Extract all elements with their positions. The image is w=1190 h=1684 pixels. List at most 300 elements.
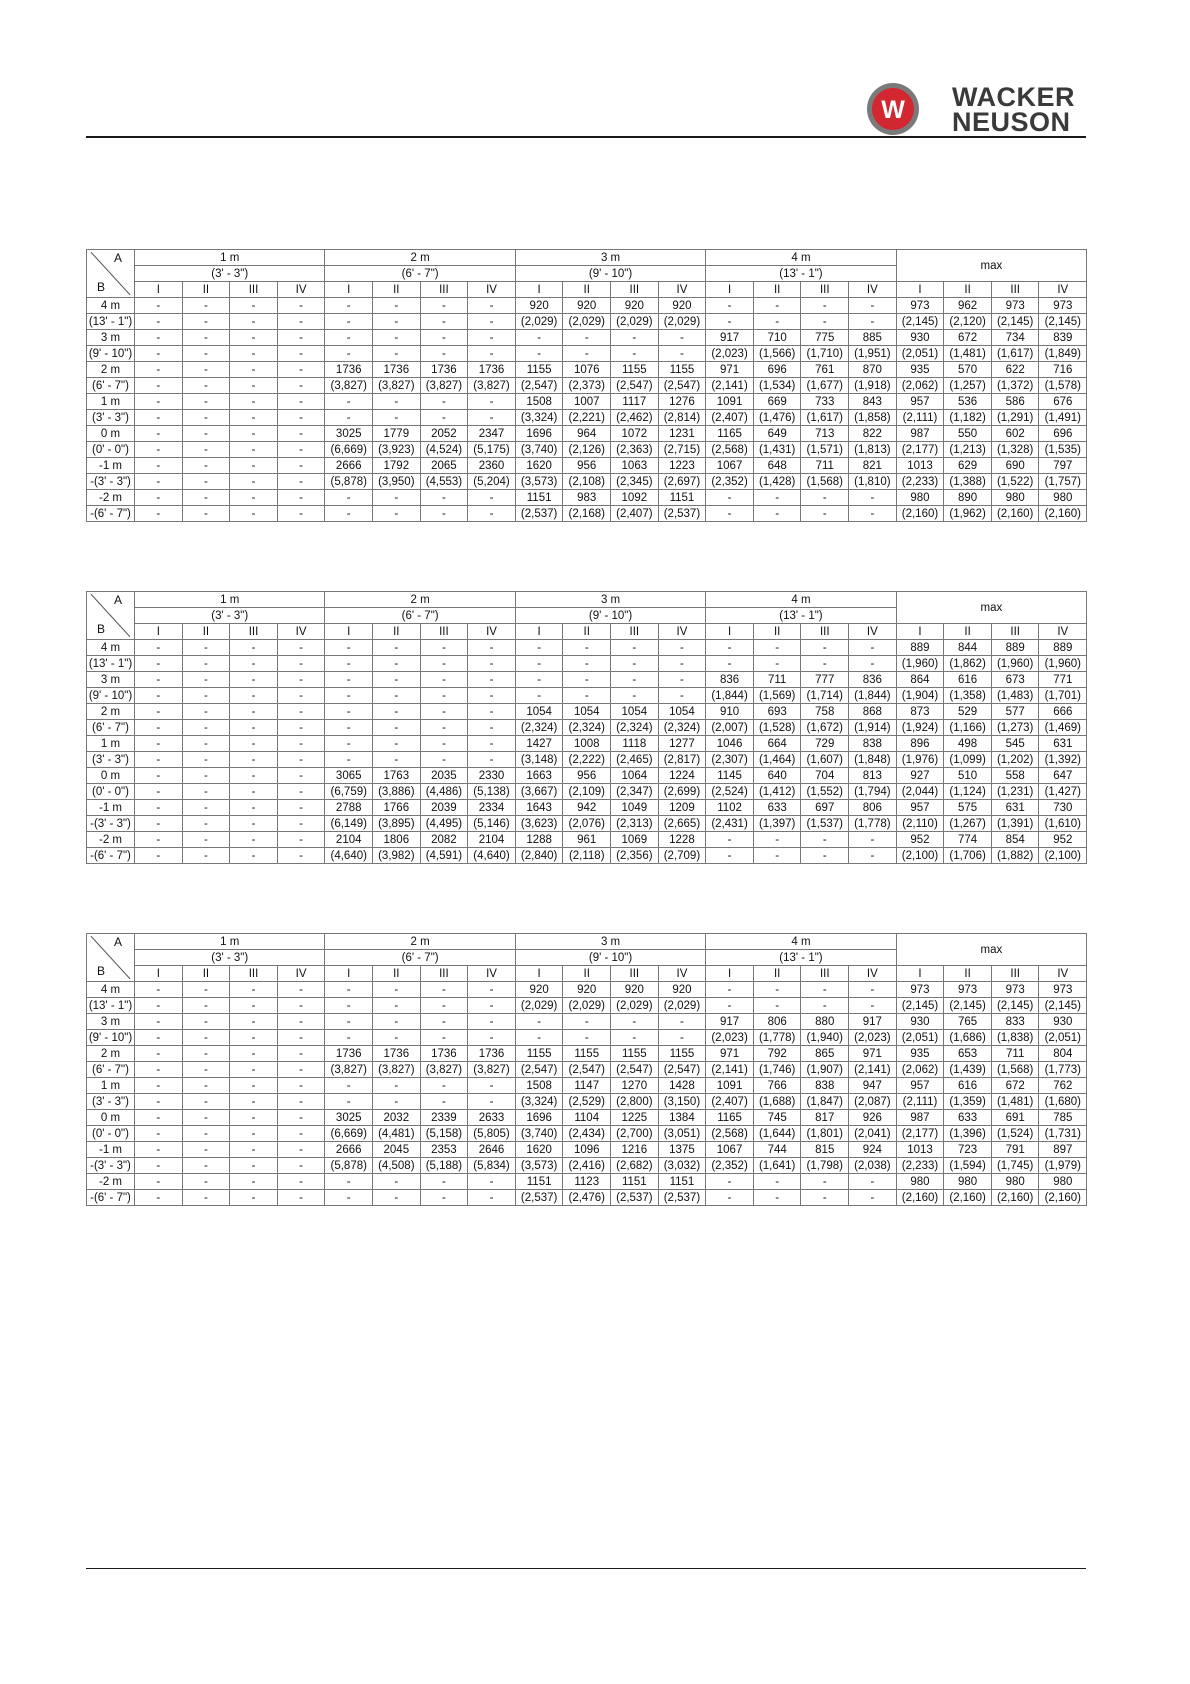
load-value-cell: - [277, 1110, 325, 1126]
load-value-cell: 1013 [896, 1142, 944, 1158]
table-row [87, 816, 1087, 832]
load-value-cell: (1,798) [801, 1158, 849, 1174]
row-height-label: 4 m [87, 640, 135, 656]
subcolumn-header: II [563, 966, 611, 982]
load-value-cell: - [182, 298, 230, 314]
load-value-cell: 1384 [658, 1110, 706, 1126]
load-value-cell: - [706, 832, 754, 848]
load-value-cell: - [277, 704, 325, 720]
load-value-cell: 498 [944, 736, 992, 752]
load-value-cell: - [325, 330, 373, 346]
load-value-cell: 733 [801, 394, 849, 410]
load-value-cell: (1,714) [801, 688, 849, 704]
distance-header-imperial: (3' - 3") [135, 266, 325, 282]
distance-header-imperial: (13' - 1") [706, 266, 896, 282]
load-value-cell: - [230, 640, 278, 656]
load-value-cell: - [182, 378, 230, 394]
load-value-cell: (1,701) [1039, 688, 1087, 704]
load-value-cell: - [135, 736, 183, 752]
load-value-cell: - [468, 410, 516, 426]
distance-header: 1 m [135, 592, 325, 608]
row-height-label: (6' - 7") [87, 720, 135, 736]
load-value-cell: - [325, 410, 373, 426]
distance-header-imperial: (3' - 3") [135, 608, 325, 624]
table-row [87, 752, 1087, 768]
load-value-cell: 1277 [658, 736, 706, 752]
load-value-cell: - [182, 490, 230, 506]
load-value-cell: - [753, 506, 801, 522]
load-value-cell: 926 [849, 1110, 897, 1126]
load-value-cell: 729 [801, 736, 849, 752]
load-value-cell: 785 [1039, 1110, 1087, 1126]
load-value-cell: 2082 [420, 832, 468, 848]
load-value-cell: - [182, 1110, 230, 1126]
load-value-cell: (2,120) [944, 314, 992, 330]
load-value-cell: - [325, 490, 373, 506]
load-value-cell: 616 [944, 1078, 992, 1094]
load-value-cell: 1091 [706, 1078, 754, 1094]
load-value-cell: (2,431) [706, 816, 754, 832]
corner-label-b: B [97, 280, 106, 294]
load-value-cell: - [325, 688, 373, 704]
load-value-cell: 711 [753, 672, 801, 688]
load-value-cell: - [611, 1014, 659, 1030]
load-value-cell: - [468, 752, 516, 768]
load-value-cell: (3,573) [515, 474, 563, 490]
load-value-cell: (1,688) [753, 1094, 801, 1110]
table-row [87, 656, 1087, 672]
load-value-cell: - [753, 298, 801, 314]
load-value-cell: - [182, 800, 230, 816]
load-value-cell: 973 [944, 982, 992, 998]
load-value-cell: 1620 [515, 458, 563, 474]
load-value-cell: (1,372) [991, 378, 1039, 394]
load-value-cell: 3025 [325, 426, 373, 442]
load-value-cell: - [182, 410, 230, 426]
load-value-cell: - [420, 656, 468, 672]
distance-header-imperial: (9' - 10") [515, 950, 705, 966]
load-value-cell: - [182, 1030, 230, 1046]
load-value-cell: 622 [991, 362, 1039, 378]
load-value-cell: - [849, 982, 897, 998]
load-value-cell: - [230, 314, 278, 330]
load-value-cell: - [468, 314, 516, 330]
load-value-cell: 917 [706, 1014, 754, 1030]
load-value-cell: (1,960) [991, 656, 1039, 672]
subcolumn-header: II [373, 282, 421, 298]
load-value-cell: - [420, 640, 468, 656]
load-value-cell: 792 [753, 1046, 801, 1062]
load-value-cell: (1,838) [991, 1030, 1039, 1046]
load-value-cell: - [277, 394, 325, 410]
load-value-cell: 952 [896, 832, 944, 848]
load-value-cell: 1145 [706, 768, 754, 784]
load-value-cell: (4,640) [325, 848, 373, 864]
load-value-cell: (4,495) [420, 816, 468, 832]
brand-name-line1: WACKER [952, 82, 1075, 112]
subcolumn-header: II [944, 282, 992, 298]
load-value-cell: - [277, 800, 325, 816]
load-value-cell: (2,044) [896, 784, 944, 800]
load-value-cell: 1736 [468, 362, 516, 378]
load-value-cell: 545 [991, 736, 1039, 752]
load-value-cell: 983 [563, 490, 611, 506]
load-value-cell: 920 [611, 982, 659, 998]
load-value-cell: - [420, 506, 468, 522]
row-height-label: (3' - 3") [87, 752, 135, 768]
load-value-cell: (3,827) [420, 1062, 468, 1078]
load-value-cell: (2,363) [611, 442, 659, 458]
load-value-cell: 1375 [658, 1142, 706, 1158]
load-value-cell: (6,759) [325, 784, 373, 800]
load-value-cell: 2065 [420, 458, 468, 474]
table-row [87, 688, 1087, 704]
load-value-cell: (1,801) [801, 1126, 849, 1142]
load-value-cell: 973 [896, 298, 944, 314]
load-value-cell: 1209 [658, 800, 706, 816]
load-value-cell: 854 [991, 832, 1039, 848]
load-value-cell: (1,962) [944, 506, 992, 522]
load-value-cell: (2,476) [563, 1190, 611, 1206]
distance-header-imperial: (6' - 7") [325, 608, 515, 624]
load-value-cell: - [373, 506, 421, 522]
load-value-cell: - [373, 298, 421, 314]
load-value-cell: 1779 [373, 426, 421, 442]
load-value-cell: - [801, 982, 849, 998]
subcolumn-header: III [420, 282, 468, 298]
load-value-cell: 1225 [611, 1110, 659, 1126]
load-value-cell: (2,023) [849, 1030, 897, 1046]
distance-header: 1 m [135, 934, 325, 950]
load-value-cell: (2,373) [563, 378, 611, 394]
subcolumn-header: III [991, 624, 1039, 640]
load-value-cell: 697 [801, 800, 849, 816]
load-value-cell: (1,359) [944, 1094, 992, 1110]
table-row [87, 298, 1087, 314]
load-value-cell: - [182, 736, 230, 752]
load-value-cell: - [325, 1014, 373, 1030]
row-height-label: (9' - 10") [87, 1030, 135, 1046]
load-value-cell: - [277, 688, 325, 704]
load-value-cell: - [230, 474, 278, 490]
load-value-cell: 838 [849, 736, 897, 752]
load-value-cell: 1155 [515, 1046, 563, 1062]
load-value-cell: - [230, 704, 278, 720]
load-value-cell: - [182, 1094, 230, 1110]
load-value-cell: - [230, 1014, 278, 1030]
subcolumn-header: II [182, 966, 230, 982]
load-value-cell: - [277, 720, 325, 736]
load-value-cell: (1,773) [1039, 1062, 1087, 1078]
load-value-cell: 1155 [563, 1046, 611, 1062]
load-value-cell: 744 [753, 1142, 801, 1158]
load-value-cell: 766 [753, 1078, 801, 1094]
load-value-cell: - [563, 640, 611, 656]
load-value-cell: - [373, 982, 421, 998]
load-value-cell: (3,827) [325, 378, 373, 394]
load-value-cell: (1,412) [753, 784, 801, 800]
load-value-cell: - [468, 672, 516, 688]
subcolumn-header: I [706, 624, 754, 640]
load-value-cell: - [230, 426, 278, 442]
load-value-cell: 1427 [515, 736, 563, 752]
load-value-cell: - [849, 656, 897, 672]
load-value-cell: - [373, 1078, 421, 1094]
load-value-cell: 1147 [563, 1078, 611, 1094]
load-value-cell: (2,007) [706, 720, 754, 736]
load-value-cell: (2,324) [658, 720, 706, 736]
load-value-cell: - [325, 298, 373, 314]
load-value-cell: - [182, 394, 230, 410]
load-value-cell: - [801, 506, 849, 522]
load-value-cell: (3,827) [325, 1062, 373, 1078]
load-value-cell: (2,840) [515, 848, 563, 864]
load-value-cell: - [182, 426, 230, 442]
load-value-cell: - [420, 736, 468, 752]
table-row [87, 410, 1087, 426]
load-value-cell: 633 [944, 1110, 992, 1126]
load-value-cell: (2,697) [658, 474, 706, 490]
row-height-label: 4 m [87, 982, 135, 998]
subcolumn-header: II [944, 624, 992, 640]
load-value-cell: (2,547) [658, 378, 706, 394]
row-height-label: 0 m [87, 1110, 135, 1126]
load-value-cell: - [182, 442, 230, 458]
load-value-cell: (2,407) [611, 506, 659, 522]
load-value-cell: (1,391) [991, 816, 1039, 832]
load-value-cell: - [420, 314, 468, 330]
load-value-cell: - [515, 1014, 563, 1030]
load-value-cell: - [230, 330, 278, 346]
load-value-cell: - [325, 1190, 373, 1206]
subcolumn-header: II [373, 966, 421, 982]
load-value-cell: (1,607) [801, 752, 849, 768]
load-value-cell: (2,324) [563, 720, 611, 736]
load-value-cell: - [325, 672, 373, 688]
load-value-cell: 676 [1039, 394, 1087, 410]
load-value-cell: (2,568) [706, 442, 754, 458]
load-value-cell: 1049 [611, 800, 659, 816]
load-value-cell: - [753, 832, 801, 848]
load-value-cell: 1151 [515, 1174, 563, 1190]
load-value-cell: - [420, 394, 468, 410]
load-value-cell: 920 [658, 982, 706, 998]
load-value-cell: (3,827) [373, 378, 421, 394]
load-value-cell: - [373, 346, 421, 362]
subcolumn-header: III [611, 282, 659, 298]
load-value-cell: - [230, 1030, 278, 1046]
wacker-neuson-w-icon [866, 82, 920, 136]
load-value-cell: 868 [849, 704, 897, 720]
subcolumn-header: III [611, 624, 659, 640]
load-value-cell: - [182, 1174, 230, 1190]
load-value-cell: (2,126) [563, 442, 611, 458]
load-value-cell: 2039 [420, 800, 468, 816]
table-row [87, 1030, 1087, 1046]
load-value-cell: - [182, 1078, 230, 1094]
load-value-cell: 897 [1039, 1142, 1087, 1158]
load-value-cell: - [658, 640, 706, 656]
load-value-cell: (1,483) [991, 688, 1039, 704]
load-value-cell: - [230, 1078, 278, 1094]
distance-header: 4 m [706, 592, 896, 608]
load-value-cell: (2,547) [611, 1062, 659, 1078]
load-value-cell: - [277, 490, 325, 506]
load-value-cell: - [468, 736, 516, 752]
load-value-cell: (5,138) [468, 784, 516, 800]
load-value-cell: - [849, 314, 897, 330]
load-value-cell: - [182, 998, 230, 1014]
subcolumn-header: III [611, 966, 659, 982]
load-value-cell: 1696 [515, 1110, 563, 1126]
load-value-cell: 745 [753, 1110, 801, 1126]
load-value-cell: - [230, 378, 278, 394]
load-value-cell: - [373, 1094, 421, 1110]
load-value-cell: - [277, 330, 325, 346]
load-value-cell: - [753, 998, 801, 1014]
load-value-cell: (1,427) [1039, 784, 1087, 800]
load-value-cell: - [277, 314, 325, 330]
load-value-cell: 924 [849, 1142, 897, 1158]
distance-header-imperial: (6' - 7") [325, 266, 515, 282]
load-value-cell: - [135, 816, 183, 832]
load-value-cell: - [182, 1190, 230, 1206]
table-row [87, 346, 1087, 362]
subcolumn-header: II [373, 624, 421, 640]
table-row [87, 1062, 1087, 1078]
load-value-cell: 1102 [706, 800, 754, 816]
load-value-cell: 1046 [706, 736, 754, 752]
load-value-cell: 550 [944, 426, 992, 442]
table-row [87, 1014, 1087, 1030]
load-value-cell: 1228 [658, 832, 706, 848]
load-value-cell: 987 [896, 1110, 944, 1126]
load-value-cell: - [468, 720, 516, 736]
load-value-cell: (1,491) [1039, 410, 1087, 426]
load-value-cell: - [658, 672, 706, 688]
table-row [87, 720, 1087, 736]
load-value-cell: (2,023) [706, 346, 754, 362]
distance-header: 3 m [515, 250, 705, 266]
load-value-cell: 640 [753, 768, 801, 784]
load-value-cell: - [420, 752, 468, 768]
load-value-cell: (2,051) [896, 1030, 944, 1046]
load-value-cell: 666 [1039, 704, 1087, 720]
load-value-cell: 649 [753, 426, 801, 442]
load-value-cell: (1,537) [801, 816, 849, 832]
load-value-cell: - [420, 1014, 468, 1030]
load-value-cell: 920 [563, 982, 611, 998]
load-value-cell: - [135, 832, 183, 848]
corner-label-a: A [113, 251, 122, 265]
load-value-cell: 1151 [658, 490, 706, 506]
distance-header: 2 m [325, 934, 515, 950]
load-value-cell: - [230, 1094, 278, 1110]
load-value-cell: 775 [801, 330, 849, 346]
distance-header-imperial: (6' - 7") [325, 950, 515, 966]
load-value-cell: - [182, 1126, 230, 1142]
load-value-cell: 758 [801, 704, 849, 720]
load-value-cell: (3,950) [373, 474, 421, 490]
footer-rule [86, 1568, 1086, 1569]
load-value-cell: 844 [944, 640, 992, 656]
load-value-cell: (2,145) [991, 998, 1039, 1014]
load-value-cell: - [706, 314, 754, 330]
load-value-cell: 1054 [563, 704, 611, 720]
load-value-cell: - [135, 656, 183, 672]
load-value-cell: (2,416) [563, 1158, 611, 1174]
load-value-cell: 1067 [706, 1142, 754, 1158]
load-value-cell: (1,431) [753, 442, 801, 458]
load-value-cell: - [135, 506, 183, 522]
row-height-label: 1 m [87, 736, 135, 752]
load-value-cell: (2,145) [944, 998, 992, 1014]
load-value-cell: - [277, 752, 325, 768]
subcolumn-header: IV [277, 624, 325, 640]
load-value-cell: 1231 [658, 426, 706, 442]
subcolumn-header: I [896, 282, 944, 298]
load-value-cell: - [468, 998, 516, 1014]
row-height-label: (0' - 0") [87, 784, 135, 800]
load-value-cell: 774 [944, 832, 992, 848]
load-value-cell: - [230, 832, 278, 848]
row-height-label: 2 m [87, 1046, 135, 1062]
load-value-cell: - [420, 982, 468, 998]
table-row [87, 1142, 1087, 1158]
load-value-cell: (3,032) [658, 1158, 706, 1174]
load-value-cell: 1096 [563, 1142, 611, 1158]
load-value-cell: - [277, 736, 325, 752]
load-table [86, 249, 1087, 522]
load-value-cell: (1,672) [801, 720, 849, 736]
load-value-cell: - [135, 394, 183, 410]
load-value-cell: (5,204) [468, 474, 516, 490]
load-value-cell: - [182, 346, 230, 362]
load-value-cell: 1155 [611, 362, 659, 378]
load-value-cell: - [277, 832, 325, 848]
load-value-cell: (5,188) [420, 1158, 468, 1174]
load-value-cell: - [135, 1094, 183, 1110]
load-value-cell: 1007 [563, 394, 611, 410]
load-value-cell: 864 [896, 672, 944, 688]
load-value-cell: - [230, 784, 278, 800]
load-value-cell: - [135, 1078, 183, 1094]
distance-header-imperial: (13' - 1") [706, 608, 896, 624]
row-height-label: (6' - 7") [87, 378, 135, 394]
load-value-cell: 691 [991, 1110, 1039, 1126]
load-value-cell: - [230, 1190, 278, 1206]
load-value-cell: 711 [801, 458, 849, 474]
load-value-cell: 2666 [325, 458, 373, 474]
load-value-cell: - [706, 982, 754, 998]
load-value-cell: 771 [1039, 672, 1087, 688]
load-value-cell: 806 [753, 1014, 801, 1030]
row-height-label: (9' - 10") [87, 688, 135, 704]
load-value-cell: (2,233) [896, 474, 944, 490]
load-value-cell: (2,547) [658, 1062, 706, 1078]
load-value-cell: 1620 [515, 1142, 563, 1158]
load-value-cell: (2,407) [706, 410, 754, 426]
load-value-cell: 696 [1039, 426, 1087, 442]
load-value-cell: (3,148) [515, 752, 563, 768]
load-value-cell: (2,038) [849, 1158, 897, 1174]
load-value-cell: - [420, 346, 468, 362]
load-value-cell: (1,960) [896, 656, 944, 672]
load-value-cell: - [753, 848, 801, 864]
load-value-cell: 673 [991, 672, 1039, 688]
load-value-cell: - [135, 490, 183, 506]
load-value-cell: - [135, 1126, 183, 1142]
